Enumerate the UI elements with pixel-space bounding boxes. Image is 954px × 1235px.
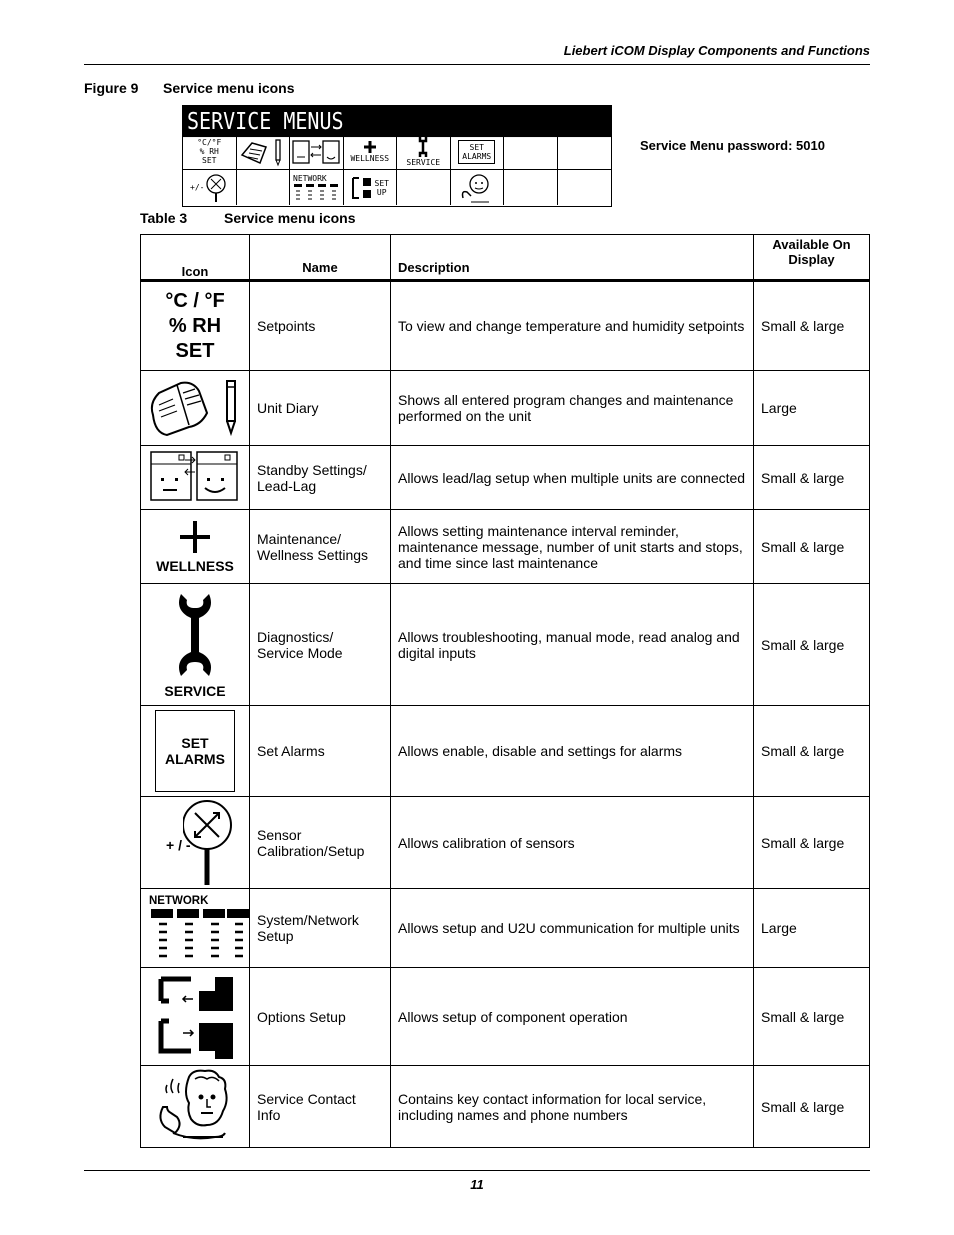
figure-number: Figure 9 bbox=[84, 80, 139, 96]
person-on-phone-icon bbox=[153, 1067, 237, 1143]
row-name: Standby Settings/ Lead-Lag bbox=[250, 446, 391, 510]
row-description: Allows enable, disable and settings for alarms bbox=[391, 706, 754, 797]
row-name: Set Alarms bbox=[250, 706, 391, 797]
row-available: Small & large bbox=[754, 1066, 870, 1148]
lcd-empty-cell bbox=[237, 169, 291, 205]
row-name: Unit Diary bbox=[250, 371, 391, 446]
table-title: Service menu icons bbox=[224, 210, 356, 226]
network-bars-icon bbox=[141, 907, 249, 959]
row-description: Shows all entered program changes and maintenance performed on the unit bbox=[391, 371, 754, 446]
lcd-network-label: NETWORK bbox=[293, 174, 327, 183]
header-available: Available On Display bbox=[754, 235, 870, 281]
password-note: Service Menu password: 5010 bbox=[640, 138, 825, 153]
lcd-empty-cell bbox=[397, 169, 451, 205]
row-available: Small & large bbox=[754, 706, 870, 797]
lcd-plus-minus-label: +/- bbox=[190, 183, 205, 192]
service-wrench-icon bbox=[141, 584, 250, 706]
set-alarms-line: ALARMS bbox=[165, 751, 225, 767]
service-menu-icons-table bbox=[140, 234, 870, 1148]
row-description: Allows troubleshooting, manual mode, read analog and digital inputs bbox=[391, 584, 754, 706]
row-available: Large bbox=[754, 889, 870, 968]
screen-title: SERVICE MENUS bbox=[183, 106, 611, 137]
header-name: Name bbox=[250, 235, 391, 281]
lcd-setpoints-icon: °C/°F % RH SET bbox=[183, 133, 237, 169]
row-name: System/Network Setup bbox=[250, 889, 391, 968]
plus-minus-label: + / - bbox=[166, 837, 191, 853]
set-alarms-box bbox=[155, 710, 235, 792]
row-available: Small & large bbox=[754, 797, 870, 889]
running-header: Liebert iCOM Display Components and Functions bbox=[563, 43, 870, 58]
setpoints-icon bbox=[141, 281, 250, 371]
row-available: Small & large bbox=[754, 446, 870, 510]
lcd-service-contact-icon bbox=[451, 169, 505, 205]
figure-title: Service menu icons bbox=[163, 80, 295, 96]
wrench-icon bbox=[173, 590, 217, 680]
setpoints-icon-line: SET bbox=[175, 339, 215, 362]
table-header-row bbox=[141, 235, 870, 281]
row-description: Allows setup and U2U communication for multiple units bbox=[391, 889, 754, 968]
lcd-wellness-label: WELLNESS bbox=[350, 154, 390, 163]
row-available: Small & large bbox=[754, 968, 870, 1066]
lcd-empty-cell bbox=[504, 133, 558, 169]
table-row bbox=[141, 797, 870, 889]
table-caption bbox=[140, 210, 356, 226]
lcd-wellness-icon bbox=[344, 133, 398, 169]
table-row bbox=[141, 584, 870, 706]
row-name: Service Contact Info bbox=[250, 1066, 391, 1148]
table-row bbox=[141, 889, 870, 968]
setpoints-icon-line: % RH bbox=[168, 314, 222, 337]
row-name: Sensor Calibration/Setup bbox=[250, 797, 391, 889]
service-menu-screen bbox=[182, 105, 612, 207]
options-setup-icon bbox=[141, 968, 250, 1066]
plus-icon bbox=[178, 519, 212, 555]
set-alarms-line: SET bbox=[181, 735, 209, 751]
gauge-icon bbox=[183, 797, 243, 885]
unit-diary-icon bbox=[141, 371, 250, 446]
table-row bbox=[141, 968, 870, 1066]
footer-rule bbox=[84, 1170, 870, 1171]
row-name: Options Setup bbox=[250, 968, 391, 1066]
table-row bbox=[141, 1066, 870, 1148]
wellness-icon-label: WELLNESS bbox=[156, 558, 234, 574]
table-row bbox=[141, 706, 870, 797]
table-row bbox=[141, 281, 870, 371]
network-icon-label: NETWORK bbox=[149, 894, 209, 907]
table-number: Table 3 bbox=[140, 210, 188, 226]
service-icon-label: SERVICE bbox=[164, 683, 226, 699]
lcd-empty-cell bbox=[504, 169, 558, 205]
row-available: Small & large bbox=[754, 510, 870, 584]
row-description: Allows setup of component operation bbox=[391, 968, 754, 1066]
lcd-unit-diary-icon bbox=[237, 133, 291, 169]
service-contact-icon bbox=[141, 1066, 250, 1148]
screen-icon-grid bbox=[183, 133, 611, 205]
header-description: Description bbox=[391, 235, 754, 281]
lcd-options-setup-icon bbox=[344, 169, 398, 205]
row-available: Small & large bbox=[754, 281, 870, 371]
sensor-calibration-icon bbox=[141, 797, 250, 889]
lcd-service-icon bbox=[397, 133, 451, 169]
table-row bbox=[141, 510, 870, 584]
row-description: Allows setting maintenance interval reminder, maintenance message, number of unit starts and stops, and time since last maintenance bbox=[391, 510, 754, 584]
header-rule bbox=[84, 64, 870, 65]
page-number: 11 bbox=[470, 1177, 484, 1192]
lcd-set-alarms-label: SET ALARMS bbox=[458, 140, 495, 164]
row-name: Setpoints bbox=[250, 281, 391, 371]
lcd-empty-cell bbox=[558, 169, 612, 205]
wellness-icon bbox=[141, 510, 250, 584]
row-description: Contains key contact information for local service, including names and phone numbers bbox=[391, 1066, 754, 1148]
network-icon bbox=[141, 889, 250, 968]
standby-lead-lag-icon bbox=[141, 446, 250, 510]
row-name: Maintenance/ Wellness Settings bbox=[250, 510, 391, 584]
lcd-set-alarms-icon bbox=[451, 133, 505, 169]
figure-caption bbox=[84, 80, 295, 96]
lcd-sensor-calibration-icon bbox=[183, 169, 237, 205]
row-available: Small & large bbox=[754, 584, 870, 706]
lcd-network-icon bbox=[290, 169, 344, 205]
lcd-empty-cell bbox=[558, 133, 612, 169]
row-name: Diagnostics/ Service Mode bbox=[250, 584, 391, 706]
table-row bbox=[141, 371, 870, 446]
row-description: To view and change temperature and humidity setpoints bbox=[391, 281, 754, 371]
lcd-standby-icon bbox=[290, 133, 344, 169]
row-description: Allows lead/lag setup when multiple units are connected bbox=[391, 446, 754, 510]
lcd-set-up-label: SET UP bbox=[374, 178, 389, 197]
table-row bbox=[141, 446, 870, 510]
lcd-service-label: SERVICE bbox=[406, 158, 441, 167]
set-alarms-icon bbox=[141, 706, 250, 797]
header-icon: Icon bbox=[141, 235, 250, 281]
row-available: Large bbox=[754, 371, 870, 446]
setpoints-icon-line: °C / °F bbox=[165, 289, 225, 312]
row-description: Allows calibration of sensors bbox=[391, 797, 754, 889]
